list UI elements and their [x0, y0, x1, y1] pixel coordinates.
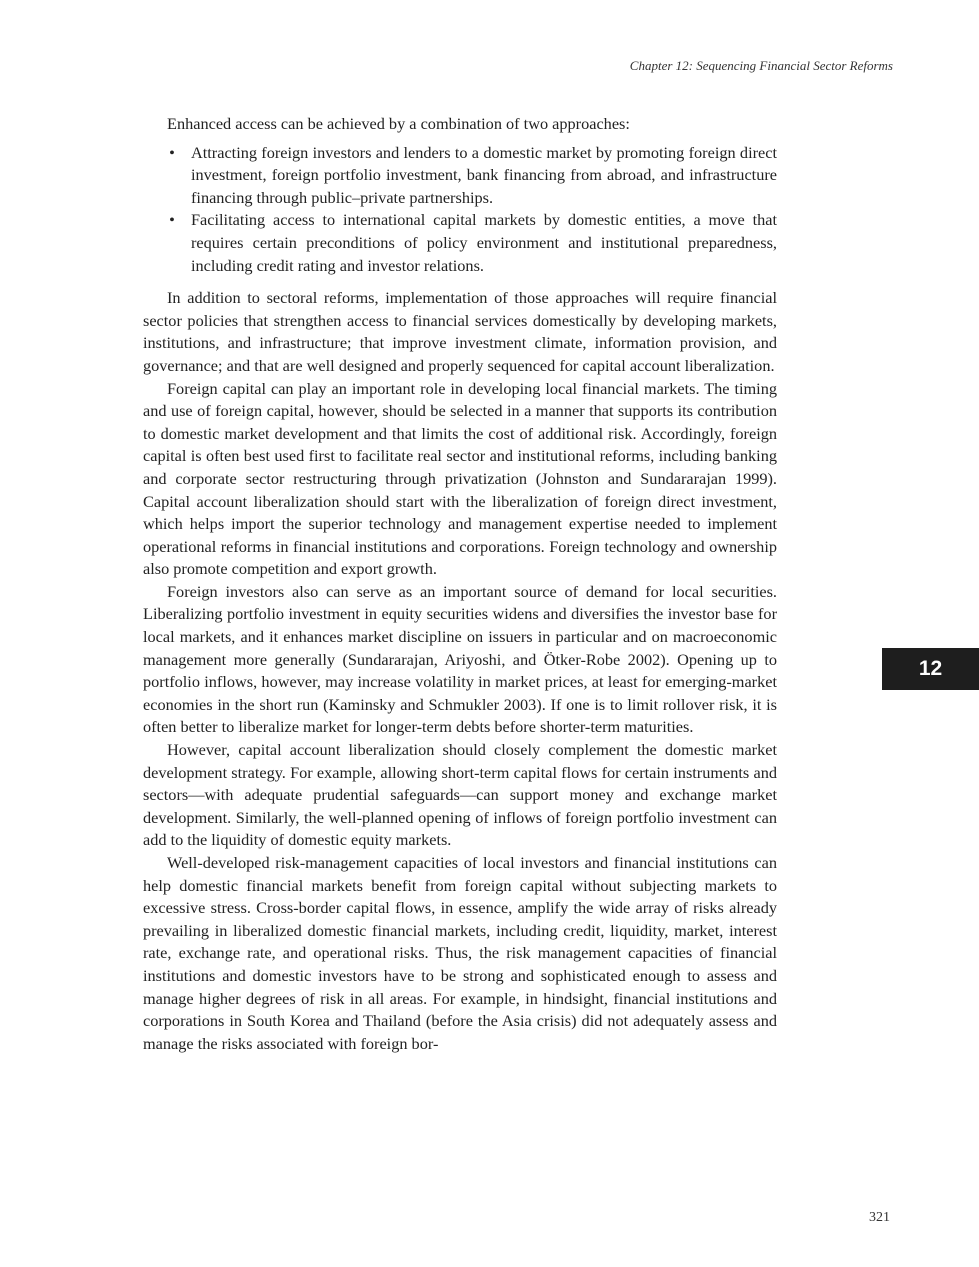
bullet-item: [169, 142, 777, 210]
paragraph-risk-management: Well-developed risk-management capacities of local investors and financial institutions can help domestic financial markets benefit from foreign capital without subjecting markets to excessive stress. Cross-border capital flows, in essence, amplify the wide array of risks already prevailing in liberalized domestic financial markets, including credit, liquidity, market, interest rate, exchange rate, and operational risks. Thus, the risk management capacities of financial institutions and domestic investors have to be strong and sophisticated enough to assess and manage higher degrees of risk in all areas. For example, in hindsight, financial institutions and corporations in South Korea and Thailand (before the Asia crisis) did not adequately assess and manage the risks associated with foreign bor-: [143, 853, 777, 1053]
bullet-list: [143, 142, 777, 278]
bullet-text: Facilitating access to international capital markets by domestic entities, a move that requires certain preconditions of policy environment and institutional preparedness, including credit rating and investor relations.: [191, 210, 777, 275]
bullet-icon: •: [169, 210, 175, 230]
intro-sentence: Enhanced access can be achieved by a combination of two approaches:: [167, 114, 630, 133]
paragraph-capital-account: However, capital account liberalization should closely complement the domestic market development strategy. For example, allowing short-term capital flows for certain instruments and sectors—with adequate prudential safeguards—can support money and exchange market development. Similarly, the well-planned opening of inflows of foreign portfolio investment can add to the liquidity of domestic equity markets.: [143, 740, 777, 850]
page-number: 321: [869, 1210, 890, 1225]
chapter-tab: 12: [882, 648, 979, 690]
page-body: [143, 113, 777, 1055]
bullet-text: Attracting foreign investors and lenders to a domestic market by promoting foreign direct investment, foreign portfolio investment, bank financing from abroad, and infrastructure financing through public–private partnerships.: [191, 142, 777, 207]
paragraph-foreign-capital: Foreign capital can play an important role in developing local financial markets. The timing and use of foreign capital, however, should be selected in a manner that supports its contribution to domestic market development and that limits the cost of additional risk. Accordingly, foreign capital is often best used first to facilitate real sector and institutional reforms, including banking and corporate sector restructuring through privatization (Johnston and Sundararajan 1999). Capital account liberalization should start with the liberalization of foreign direct investment, which helps import the superior technology and management expertise needed to implement operational reforms in financial institutions and corporations. Foreign technology and ownership also promote competition and export growth.: [143, 378, 777, 579]
running-header: Chapter 12: Sequencing Financial Sector Reforms: [629, 58, 893, 73]
bullet-icon: •: [169, 142, 175, 162]
paragraph-sectoral-reforms: In addition to sectoral reforms, implementation of those approaches will require financial sector policies that strengthen access to financial services domestically by developing markets, institutions, and infrastructure; that improve investment climate, information provision, and governance; and that are well designed and properly sequenced for capital account liberalization.: [143, 288, 777, 375]
bullet-item: [169, 209, 777, 277]
paragraph-foreign-investors: Foreign investors also can serve as an important source of demand for local securities. Liberalizing portfolio investment in equity securities widens and diversifies the investor base for local markets, and it enhances market discipline on issuers in particular and on macroeconomic management more generally (Sundararajan, Ariyoshi, and Ötker-Robe 2002). Opening up to portfolio inflows, however, may increase volatility in market prices, at least for emerging-market economies in the short run (Kaminsky and Schmukler 2003). If one is to limit rollover risk, it is often better to liberalize market for longer-term debts before shorter-term maturities.: [143, 581, 777, 737]
